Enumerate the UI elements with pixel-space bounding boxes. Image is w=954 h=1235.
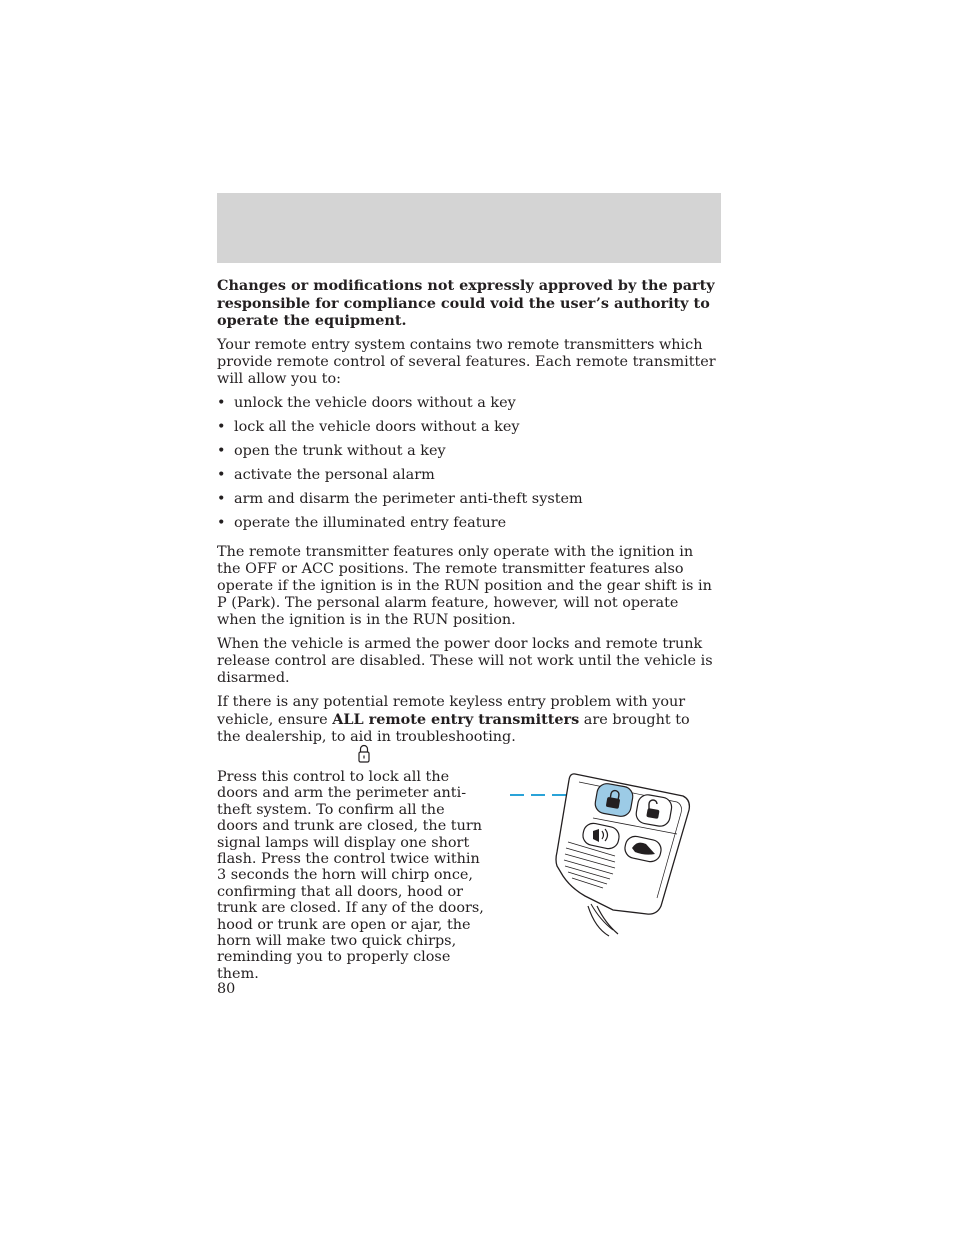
armed-paragraph: When the vehicle is armed the power door locks and remote trunk release control are disabled. These will not work until the vehicle is disarmed. [217, 635, 713, 686]
list-item: • unlock the vehicle doors without a key [217, 394, 516, 411]
fcc-warning: Changes or modifications not expressly approved by the party responsible for compliance could void the user’s authority to operate the equipment. [217, 277, 715, 329]
bullet-icon: • [217, 466, 226, 483]
page-number: 80 [217, 981, 236, 997]
emphasis-text: ALL remote entry transmitters [332, 710, 580, 728]
list-item: • open the trunk without a key [217, 442, 446, 459]
section-header-bar [217, 193, 721, 263]
lock-icon [356, 744, 372, 764]
feature-list [217, 395, 717, 537]
troubleshooting-paragraph: If there is any potential remote keyless entry problem with your vehicle, ensure ALL remote entry transmitters are brought to the dealership, to aid in troubleshooting. [217, 693, 690, 745]
lock-description: Press this control to lock all the doors and arm the perimeter anti-theft system. To confirm all the doors and trunk are closed, the turn signal lamps will display one short flash. Press the control twice within 3 seconds the horn will chirp once, confirming that all doors, hood or trunk are closed. If any of the doors, hood or trunk are open or ajar, the horn will make two quick chirps, reminding you to properly close them. [217, 769, 484, 982]
bullet-icon: • [217, 490, 226, 507]
list-item: • lock all the vehicle doors without a key [217, 418, 520, 435]
list-item: • activate the personal alarm [217, 466, 435, 483]
key-fob-illustration [505, 768, 695, 938]
bullet-icon: • [217, 418, 226, 435]
list-item: • arm and disarm the perimeter anti-theft system [217, 490, 583, 507]
page-content [217, 277, 717, 746]
intro-paragraph: Your remote entry system contains two remote transmitters which provide remote control of several features. Each remote transmitter will allow you to: [217, 336, 716, 387]
bullet-icon: • [217, 442, 226, 459]
bullet-icon: • [217, 394, 226, 411]
list-item: • operate the illuminated entry feature [217, 514, 507, 531]
ignition-paragraph: The remote transmitter features only operate with the ignition in the OFF or ACC positions. The remote transmitter features also operate if the ignition is in the RUN position and the gear shift is in P (Park). The personal alarm feature, however, will not operate when the ignition is in the RUN position. [217, 543, 712, 628]
bullet-icon: • [217, 514, 226, 531]
